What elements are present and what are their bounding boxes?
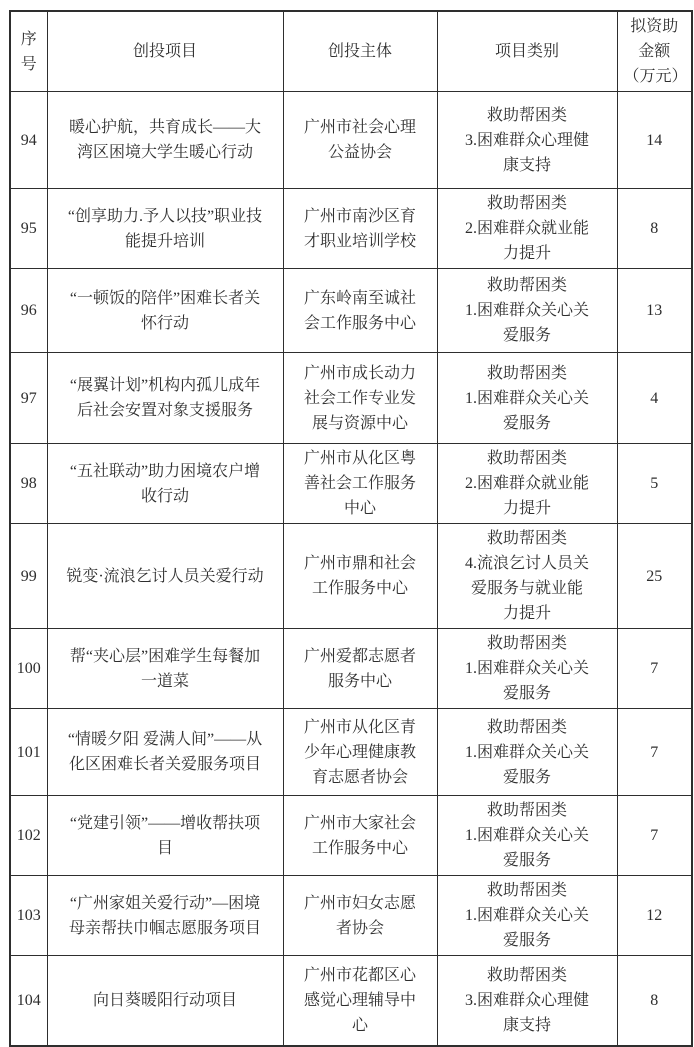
organization-cell: 广州市鼎和社会工作服务中心 [283,524,437,629]
category-cell [437,876,617,956]
category-cell [437,956,617,1046]
serial-number-cell: 99 [10,524,47,629]
category-main: 救助帮困类 [486,195,567,212]
category-main: 救助帮困类 [486,635,567,652]
project-name-cell: “展翼计划”机构内孤儿成年后社会安置对象支援服务 [47,353,283,444]
category-sub: 1.困难群众关心关爱服务 [464,907,589,949]
table-row [10,269,692,353]
category-sub: 2.困难群众就业能力提升 [464,475,589,517]
project-name-cell: “创享助力.予人以技”职业技能提升培训 [47,189,283,269]
amount-cell: 12 [617,876,692,956]
category-main: 救助帮困类 [486,277,567,294]
funding-projects-table [9,10,693,1047]
category-main: 救助帮困类 [486,718,567,736]
amount-cell: 25 [617,524,692,629]
serial-number-cell: 98 [10,444,47,524]
header-row [10,11,692,92]
amount-cell: 5 [617,444,692,524]
organization-cell: 广州市大家社会工作服务中心 [283,796,437,876]
table-row [10,353,692,444]
organization-cell: 广州市从化区粤善社会工作服务中心 [283,444,437,524]
amount-cell: 8 [617,956,692,1046]
table-header [10,11,692,92]
serial-number-cell: 101 [10,709,47,796]
amount-cell: 4 [617,353,692,444]
serial-number-cell: 96 [10,269,47,353]
category-sub: 1.困难群众关心关爱服务 [464,743,589,786]
table-row [10,876,692,956]
category-cell [437,269,617,353]
category-cell [437,709,617,796]
category-sub: 3.困难群众心理健康支持 [464,131,589,174]
category-cell [437,444,617,524]
table-row [10,796,692,876]
serial-number-cell: 95 [10,189,47,269]
serial-number-cell: 97 [10,353,47,444]
serial-number-cell: 104 [10,956,47,1046]
project-name-cell: 向日葵暖阳行动项目 [47,956,283,1046]
serial-number-cell: 102 [10,796,47,876]
category-sub: 1.困难群众关心关爱服务 [464,660,589,702]
category-cell [437,92,617,189]
header-project-name: 创投项目 [47,11,283,92]
project-name-cell: “广州家姐关爱行动”—困境母亲帮扶巾帼志愿服务项目 [47,876,283,956]
category-sub: 1.困难群众关心关爱服务 [464,389,589,432]
header-category: 项目类别 [437,11,617,92]
organization-cell: 广州市花都区心感觉心理辅导中心 [283,956,437,1046]
category-cell [437,629,617,709]
table-body [10,92,692,1046]
category-sub: 4.流浪乞讨人员关爱服务与就业能力提升 [464,555,589,622]
organization-cell: 广州爱都志愿者服务中心 [283,629,437,709]
table-row [10,92,692,189]
table-row [10,444,692,524]
category-main: 救助帮困类 [486,106,567,124]
amount-cell: 13 [617,269,692,353]
project-name-cell: 锐变·流浪乞讨人员关爱行动 [47,524,283,629]
category-main: 救助帮困类 [486,530,567,547]
serial-number-cell: 94 [10,92,47,189]
amount-cell: 8 [617,189,692,269]
category-main: 救助帮困类 [486,882,567,899]
amount-cell: 7 [617,629,692,709]
organization-cell: 广州市社会心理公益协会 [283,92,437,189]
table-row [10,709,692,796]
table-row [10,629,692,709]
organization-cell: 广州市南沙区育才职业培训学校 [283,189,437,269]
header-amount: 拟资助金额（万元） [617,11,692,92]
category-main: 救助帮困类 [486,966,567,984]
header-serial-number: 序号 [10,11,47,92]
category-main: 救助帮困类 [486,364,567,382]
organization-cell: 广东岭南至诚社会工作服务中心 [283,269,437,353]
project-name-cell: 帮“夹心层”困难学生每餐加一道菜 [47,629,283,709]
project-name-cell: “党建引领”——增收帮扶项目 [47,796,283,876]
serial-number-cell: 103 [10,876,47,956]
header-organization: 创投主体 [283,11,437,92]
project-name-cell: 暖心护航，共育成长——大湾区困境大学生暖心行动 [47,92,283,189]
table-row [10,956,692,1046]
category-main: 救助帮困类 [486,802,567,819]
organization-cell: 广州市从化区青少年心理健康教育志愿者协会 [283,709,437,796]
project-name-cell: “五社联动”助力困境农户增收行动 [47,444,283,524]
category-sub: 1.困难群众关心关爱服务 [464,827,589,869]
amount-cell: 7 [617,709,692,796]
serial-number-cell: 100 [10,629,47,709]
table-row [10,189,692,269]
table-row [10,524,692,629]
category-sub: 3.困难群众心理健康支持 [464,991,589,1034]
category-sub: 1.困难群众关心关爱服务 [464,302,589,344]
category-cell [437,189,617,269]
amount-cell: 7 [617,796,692,876]
category-cell [437,353,617,444]
project-name-cell: “一顿饭的陪伴”困难长者关怀行动 [47,269,283,353]
organization-cell: 广州市成长动力社会工作专业发展与资源中心 [283,353,437,444]
organization-cell: 广州市妇女志愿者协会 [283,876,437,956]
project-name-cell: “情暖夕阳 爱满人间”——从化区困难长者关爱服务项目 [47,709,283,796]
category-cell [437,524,617,629]
amount-cell: 14 [617,92,692,189]
category-cell [437,796,617,876]
category-sub: 2.困难群众就业能力提升 [464,220,589,262]
category-main: 救助帮困类 [486,450,567,467]
